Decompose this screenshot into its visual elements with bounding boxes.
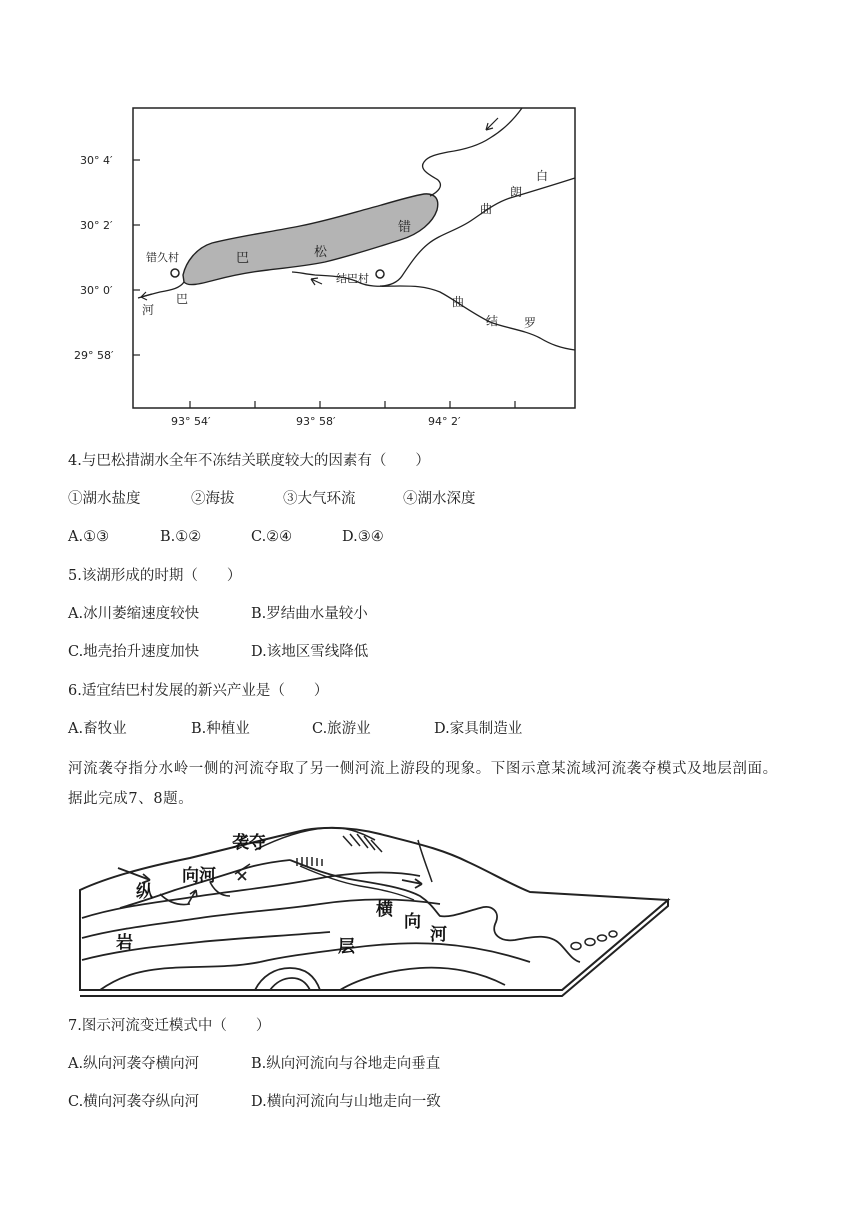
label-he: 河 <box>430 925 447 945</box>
lake-map-figure <box>60 98 590 438</box>
lake-char-cuo: 错 <box>398 220 412 235</box>
label-xianghe: 向河 <box>182 866 216 886</box>
lon-label-1: 93° 54′ <box>171 415 211 428</box>
jieluo-char-luo: 罗 <box>524 316 537 330</box>
jieba-village-label: 结巴村 <box>336 272 369 285</box>
q4-factor-3: ③大气环流 <box>283 491 356 507</box>
q4-option-d[interactable]: D.③④ <box>342 529 384 545</box>
q4-option-c[interactable]: C.②④ <box>251 529 293 545</box>
cuojiu-village-marker <box>171 269 179 277</box>
q5-option-d[interactable]: D.该地区雪线降低 <box>251 644 369 660</box>
q4-factor-1: ①湖水盐度 <box>68 491 141 507</box>
northern-arrow <box>486 118 498 130</box>
q5-stem: 5.该湖形成的时期（ ） <box>68 568 242 584</box>
river-capture-block-diagram <box>66 818 672 1000</box>
label-xiang: 向 <box>404 912 421 932</box>
q4-factor-4: ④湖水深度 <box>403 491 476 507</box>
river-capture-intro: 河流袭夺指分水岭一侧的河流夺取了另一侧河流上游段的现象。下图示意某流域河流袭夺模式及地层剖面。据此完成7、8题。 <box>68 761 778 807</box>
lake-char-ba: 巴 <box>236 251 250 266</box>
q6-stem: 6.适宜结巴村发展的新兴产业是（ ） <box>68 683 329 699</box>
bailang-char-lang: 朗 <box>510 185 523 199</box>
bailang-char-qu: 曲 <box>480 202 493 216</box>
q6-option-b[interactable]: B.种植业 <box>191 721 250 737</box>
label-ceng: 层 <box>338 937 355 957</box>
lon-label-3: 94° 2′ <box>428 415 461 428</box>
river-char-ba: 巴 <box>176 292 189 306</box>
lat-label-2: 30° 2′ <box>80 219 113 232</box>
q5-option-b[interactable]: B.罗结曲水量较小 <box>251 606 368 622</box>
bailang-char-bai: 白 <box>536 169 549 183</box>
label-heng: 横 <box>376 900 393 920</box>
block-top-surface <box>80 828 668 990</box>
jieba-village-marker <box>376 270 384 278</box>
cuojiu-village-label: 错久村 <box>146 251 179 264</box>
q6-option-c[interactable]: C.旅游业 <box>312 721 371 737</box>
northern-river <box>423 108 522 196</box>
jieluo-char-jie: 结 <box>486 314 499 328</box>
outflow-arrow <box>141 292 152 300</box>
inflow-arrow <box>311 278 322 285</box>
label-capture: 袭夺 <box>232 833 266 853</box>
label-yan: 岩 <box>116 933 133 953</box>
q6-option-a[interactable]: A.畜牧业 <box>68 721 127 737</box>
lon-label-2: 93° 58′ <box>296 415 336 428</box>
label-zong: 纵 <box>136 882 153 902</box>
river-char-he: 河 <box>142 303 155 317</box>
q5-option-c[interactable]: C.地壳抬升速度加快 <box>68 644 200 660</box>
lake-basongcuo <box>183 194 438 285</box>
jieluo-char-qu: 曲 <box>452 295 465 309</box>
lat-label-3: 30° 0′ <box>80 284 113 297</box>
q7-stem: 7.图示河流变迁模式中（ ） <box>68 1018 271 1034</box>
q6-option-d[interactable]: D.家具制造业 <box>434 721 523 737</box>
q7-option-a[interactable]: A.纵向河袭夺横向河 <box>68 1056 200 1072</box>
q4-stem: 4.与巴松措湖水全年不冻结关联度较大的因素有（ ） <box>68 453 430 469</box>
lat-label-1: 30° 4′ <box>80 154 113 167</box>
lake-char-song: 松 <box>314 245 328 260</box>
lat-label-4: 29° 58′ <box>74 349 114 362</box>
q4-option-a[interactable]: A.①③ <box>68 529 110 545</box>
q5-option-a[interactable]: A.冰川萎缩速度较快 <box>68 606 200 622</box>
q7-option-c[interactable]: C.横向河袭夺纵向河 <box>68 1094 200 1110</box>
q7-option-b[interactable]: B.纵向河流向与谷地走向垂直 <box>251 1056 441 1072</box>
q7-option-d[interactable]: D.横向河流向与山地走向一致 <box>251 1094 441 1110</box>
q4-factor-2: ②海拔 <box>191 491 235 507</box>
q4-option-b[interactable]: B.①② <box>160 529 202 545</box>
